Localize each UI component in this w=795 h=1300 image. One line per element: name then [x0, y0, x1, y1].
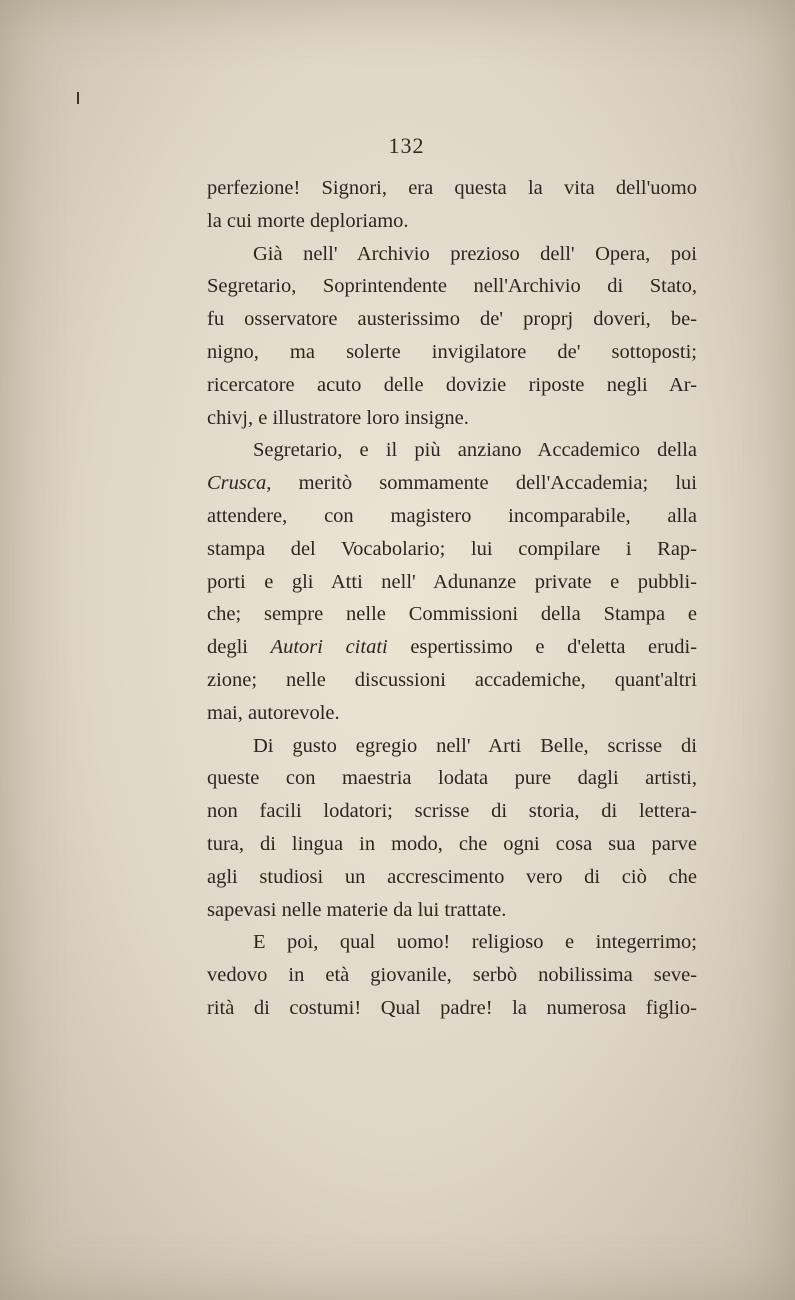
text-line: Segretario, Soprintendente nell'Archivio di Stato,: [207, 275, 697, 298]
text-line: queste con maestria lodata pure dagli artisti,: [207, 767, 697, 790]
text-line: che; sempre nelle Commissioni della Stampa e: [207, 603, 697, 626]
body-text: [207, 172, 697, 1025]
text-line: zione; nelle discussioni accademiche, quant'altri: [207, 668, 697, 691]
text-line: ricercatore acuto delle dovizie riposte negli Ar-: [207, 373, 697, 396]
text-line: porti e gli Atti nell' Adunanze private e pubbli-: [207, 570, 697, 593]
text-line: Segretario, e il più anziano Accademico della: [253, 439, 697, 462]
margin-mark: [77, 92, 79, 104]
text-line: [207, 467, 697, 500]
text-line: sapevasi nelle materie da lui trattate.: [207, 898, 507, 921]
text-line: Già nell' Archivio prezioso dell' Opera, poi: [253, 242, 697, 265]
text-line: E poi, qual uomo! religioso e integerrimo;: [253, 931, 697, 954]
text-line: mai, autorevole.: [207, 701, 340, 724]
text-line: fu osservatore austerissimo de' proprj doveri, be-: [207, 308, 697, 331]
italic-term: Autori citati: [270, 636, 388, 659]
text-line: agli studiosi un accrescimento vero di ciò che: [207, 865, 697, 888]
text-line: Di gusto egregio nell' Arti Belle, scrisse di: [253, 734, 697, 757]
text-line: chivj, e illustratore loro insigne.: [207, 406, 469, 429]
italic-term: Crusca,: [207, 472, 272, 495]
text-line: [207, 631, 697, 664]
text-line: nigno, ma solerte invigilatore de' sottoposti;: [207, 340, 697, 363]
page-number: 132: [388, 133, 425, 158]
text-line: non facili lodatori; scrisse di storia, di lettera-: [207, 800, 697, 823]
text-line: tura, di lingua in modo, che ogni cosa sua parve: [207, 832, 697, 855]
text-line: vedovo in età giovanile, serbò nobilissima seve-: [207, 964, 697, 987]
text-segment: meritò sommamente dell'Accademia; lui: [271, 472, 697, 495]
text-line: stampa del Vocabolario; lui compilare i Rap-: [207, 537, 697, 560]
text-line: perfezione! Signori, era questa la vita dell'uomo: [207, 177, 697, 199]
text-line: la cui morte deploriamo.: [207, 209, 409, 232]
text-segment: espertissimo e d'eletta erudi-: [387, 636, 697, 659]
text-segment: degli: [207, 636, 271, 659]
text-line: attendere, con magistero incomparabile, alla: [207, 504, 697, 527]
text-line: rità di costumi! Qual padre! la numerosa figlio-: [207, 996, 697, 1019]
